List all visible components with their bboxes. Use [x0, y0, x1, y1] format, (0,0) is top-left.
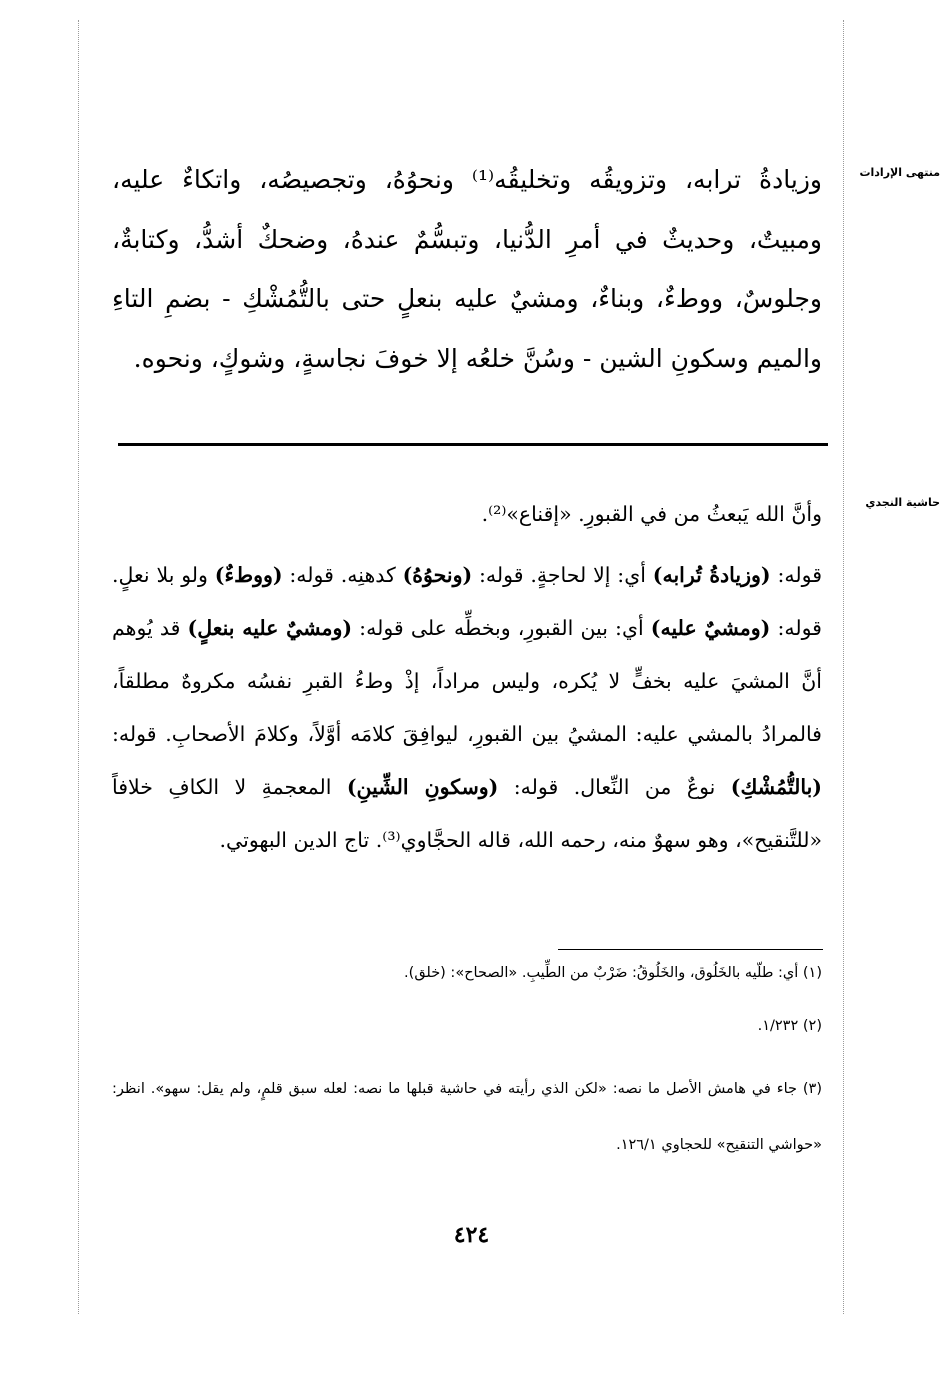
page-number: ٤٢٤	[453, 1222, 490, 1248]
footnote-3: (٣) جاء في هامش الأصل ما نصه: «لكن الذي رأيته في حاشية قبلها ما نصه: لعله سبق قلمٍ، ولم يقل: سهو». انظر: «حواشي التنقيح» للحجاوي ١٢٦/١.	[112, 1081, 822, 1153]
hashia-body	[112, 549, 822, 867]
commentary-text: قد يُوهم أنَّ المشيَ عليه بخفٍّ لا يُكره، وليس مراداً، إذْ وطءُ القبرِ نفسُه مكروهٌ مطلقاً، فالمرادُ بالمشي عليه: المشيُ بين القبورِ، ليوافِقَ كلامَه أوَّلاً، وكلامَ الأصحابِ. قوله:	[112, 616, 822, 746]
commentary-text: كدهنِه. قوله:	[282, 563, 403, 587]
commentary-text: المعجمةِ لا الكافِ خلافاً «للتَّنقيح»، وهو سهوٌ منه، رحمه الله، قاله الحجَّاوي⁽³⁾. تاج الدين البهوتي.	[112, 775, 822, 852]
commentary-text: ولو بلا نعلٍ. قوله:	[112, 563, 822, 640]
quoted-term: (وسكونِ الشِّينِ)	[346, 775, 499, 799]
section-divider	[118, 443, 828, 446]
margin-label-main: منتهى الإرادات	[859, 166, 940, 179]
footnotes	[112, 955, 822, 1173]
commentary-text: أي: إلا لحاجةٍ. قوله:	[472, 563, 653, 587]
quoted-term: (ومشيٌ عليه بنعلٍ)	[187, 616, 353, 640]
quoted-term: (بالتُّمُشْكِ)	[730, 775, 822, 799]
commentary-text: قوله:	[770, 563, 822, 587]
main-text: وزيادةُ ترابه، وتزويقُه وتخليقُه⁽¹⁾ ونحوُهُ، وتجصيصُه، واتكاءٌ عليه، ومبيتٌ، وحديثٌ في أمرِ الدُّنيا، وتبسُّمٌ عندهُ، وضحكٌ أشدُّ، وكتابةٌ، وجلوسٌ، ووطءٌ، وبناءٌ، ومشيٌ عليه بنعلٍ حتى بالتُّمُشْكِ - بضمِ التاءِ والميم وسكونِ الشين - وسُنَّ خلعُه إلا خوفَ نجاسةٍ، وشوكٍ، ونحوه.	[112, 165, 822, 373]
commentary-text: نوعٌ من النِّعال. قوله:	[498, 775, 731, 799]
footnote-2: (٢) ١/٢٣٢.	[757, 1018, 822, 1034]
footnote-rule	[558, 949, 823, 950]
commentary-text: أي: بين القبورِ، وبخطِّه على قوله:	[352, 616, 651, 640]
footnote-1: (١) أي: طلّيه بالخَلُوق، والخَلُوقُ: ضَرْبٌ من الطِّيبِ. «الصحاح»: (خلق).	[404, 965, 822, 981]
left-dotted-rule	[78, 20, 79, 1314]
right-dotted-rule	[843, 20, 844, 1314]
quoted-term: (وزيادةُ تُرابه)	[652, 563, 771, 587]
hashia-first-line: وأنَّ الله يَبعثُ من في القبورِ. «إقناع»⁽²⁾.	[481, 502, 822, 526]
margin-label-hashia: حاشية النجدي	[865, 496, 940, 509]
hashia-text	[112, 488, 822, 867]
quoted-term: (ونحوُهُ)	[402, 563, 473, 587]
quoted-term: (ووطءٌ)	[214, 563, 283, 587]
quoted-term: (ومشيٌ عليه)	[650, 616, 771, 640]
